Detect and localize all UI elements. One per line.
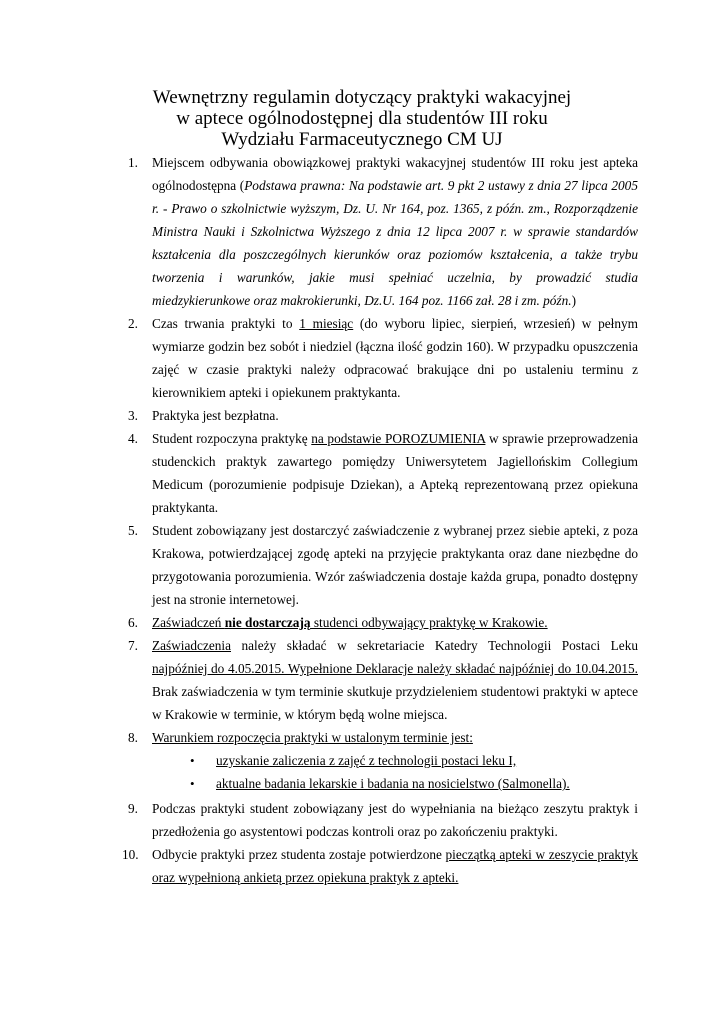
- item-text-part: Brak zaświadczenia w tym terminie skutkuje przydzieleniem studentowi praktyki w aptece w Krakowie w terminie, w którym będą wolne miejsca.: [152, 684, 638, 722]
- item-number: 4.: [128, 431, 138, 446]
- item-text-part: Zaświadczeń: [152, 615, 225, 630]
- item-number: 3.: [128, 408, 138, 423]
- title-line-1: Wewnętrzny regulamin dotyczący praktyki wakacyjnej: [152, 87, 572, 108]
- item-number: 6.: [128, 615, 138, 630]
- condition-text: aktualne badania lekarskie i badania na nosicielstwo (Salmonella).: [216, 776, 570, 791]
- condition-heading: Warunkiem rozpoczęcia praktyki w ustalonym terminie jest:: [152, 730, 473, 745]
- list-item-1: [0, 151, 638, 312]
- list-item-2: [0, 312, 638, 404]
- item-text: [152, 151, 638, 312]
- item-text-part: ): [571, 293, 576, 308]
- item-text-part: Czas trwania praktyki to: [152, 316, 300, 331]
- document-title: [0, 87, 724, 150]
- item-text-part: Student rozpoczyna praktykę: [152, 431, 312, 446]
- item-number: 9.: [128, 801, 138, 816]
- item-text: [152, 427, 638, 519]
- title-line-3: Wydziału Farmaceutycznego CM UJ: [221, 129, 503, 150]
- item-number: 8.: [128, 730, 138, 745]
- bullet-icon: •: [190, 776, 195, 791]
- item-text-part: (do wyboru lipiec, sierpień, wrzesień) w pełnym wymiarze godzin bez sobót i niedziel (łączna ilość godzin 160). W przypadku opuszczenia zajęć w czasie praktyki należy odpracować brakujące dni po ustaleniu terminu z kierownikiem apteki i opiekunem praktykanta.: [152, 316, 639, 400]
- item-text: [152, 726, 638, 749]
- regulation-list: [0, 151, 724, 889]
- condition-list: [152, 749, 638, 795]
- item-number: 1.: [128, 155, 138, 170]
- item-text: Podczas praktyki student zobowiązany jest do wypełniania na bieżąco zeszytu praktyk i przedłożenia go asystentowi podczas kontroli oraz po zakończeniu praktyki.: [152, 801, 638, 839]
- list-item-8: [0, 726, 638, 797]
- confirmation-highlight: pieczątką apteki w zeszycie praktyk oraz wypełnioną ankietą przez opiekuna praktyk z apteki.: [152, 847, 638, 885]
- item-number: 2.: [128, 316, 138, 331]
- item-text-part: Odbycie praktyki przez studenta zostaje potwierdzone: [152, 847, 446, 862]
- condition-text: uzyskanie zaliczenia z zajęć z technologii postaci leku I,: [216, 753, 517, 768]
- bullet-icon: •: [190, 753, 195, 768]
- deadline-highlight: najpóźniej do 4.05.2015. Wypełnione Deklaracje należy składać najpóźniej do 10.04.2015.: [152, 661, 638, 676]
- title-line-2: w aptece ogólnodostępnej dla studentów III roku: [176, 108, 548, 129]
- list-item-9: [0, 797, 638, 843]
- agreement-highlight: na podstawie POROZUMIENIA: [311, 431, 486, 446]
- legal-basis-text: Podstawa prawna: Na podstawie art. 9 pkt 2 ustawy z dnia 27 lipca 2005 r. - Prawo o szkolnictwie wyższym, Dz. U. Nr 164, poz. 1365, z późn. zm., Rozporządzenie Ministra Nauki i Szkolnictwa Wyższego z dnia 12 lipca 2007 r. w sprawie standardów kształcenia dla poszczególnych kierunków oraz poziomów kształcenia, a także trybu tworzenia i warunków, jakie musi spełniać uczelnia, by prowadzić studia miedzykierunkowe oraz makrokierunki, Dz.U. 164 poz. 1166 zał. 28 i zm. późn.: [152, 178, 638, 308]
- item-text-underlined: [152, 615, 548, 630]
- emphasis-text: nie dostarczają: [224, 615, 311, 630]
- item-number: 10.: [122, 847, 139, 862]
- item-text: [152, 634, 638, 726]
- certificates-highlight: Zaświadczenia: [152, 638, 231, 653]
- item-text-part: należy składać w sekretariacie Katedry Technologii Postaci Leku: [231, 638, 638, 653]
- item-number: 5.: [128, 523, 138, 538]
- list-item-5: [0, 519, 638, 611]
- item-text-part: Miejscem odbywania obowiązkowej praktyki wakacyjnej studentów III roku jest apteka ogólnodostępna (: [152, 155, 638, 193]
- item-text: [152, 843, 638, 889]
- item-text: [152, 611, 638, 634]
- item-text: [152, 312, 638, 404]
- item-text: Student zobowiązany jest dostarczyć zaświadczenie z wybranej przez siebie apteki, z poza Krakowa, potwierdzającej zgodę apteki na przyjęcie praktykanta oraz dane niezbędne do przygotowania porozumienia. Wzór zaświadczenia dostaje każda grupa, ponadto dostępny jest na stronie internetowej.: [152, 523, 638, 607]
- item-text-part: w sprawie przeprowadzenia studenckich praktyk zawartego pomiędzy Uniwersytetem Jagiellońskim Collegium Medicum (porozumienie podpisuje Dziekan), a Apteką reprezentowaną przez opiekuna praktykanta.: [152, 431, 639, 515]
- condition-item: [152, 772, 638, 795]
- item-text-part: studenci odbywający praktykę w Krakowie.: [310, 615, 548, 630]
- list-item-10: [0, 843, 638, 889]
- condition-item: [152, 749, 638, 772]
- item-text: Praktyka jest bezpłatna.: [152, 408, 279, 423]
- list-item-7: [0, 634, 638, 726]
- list-item-4: [0, 427, 638, 519]
- item-number: 7.: [128, 638, 138, 653]
- duration-highlight: 1 miesiąc: [299, 316, 354, 331]
- list-item-3: [0, 404, 638, 427]
- list-item-6: [0, 611, 638, 634]
